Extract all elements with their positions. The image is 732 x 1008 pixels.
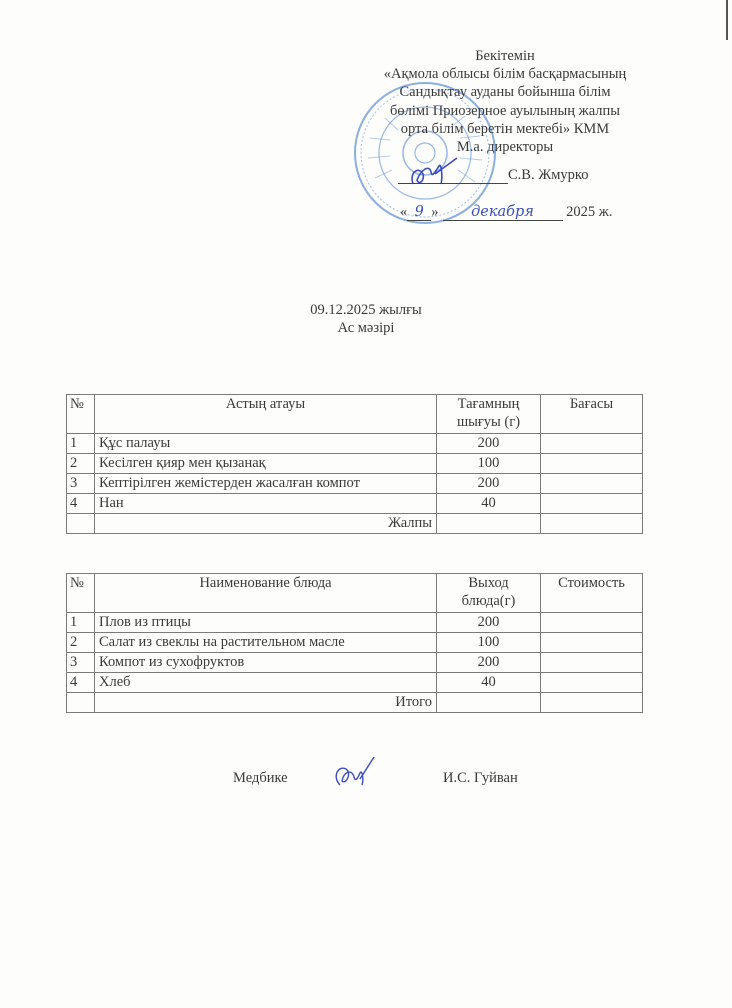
approval-line: орта білім беретін мектебі» КММ [400, 120, 610, 137]
total-weight [437, 514, 541, 534]
nurse-signature [330, 755, 380, 795]
approval-line: бөлімі Приозерное ауылының жалпы [390, 102, 620, 119]
row-weight: 100 [437, 454, 541, 474]
header-dish: Астың атауы [95, 395, 437, 434]
table-row [67, 653, 643, 673]
quote-open: « [400, 204, 408, 220]
header-weight: Тағамның шығуы (г) [437, 395, 541, 434]
total-weight [437, 693, 541, 713]
header-number: № [67, 574, 95, 613]
table-header-row [67, 574, 643, 613]
date-day: 9 [407, 204, 431, 221]
row-price [541, 494, 643, 514]
row-weight: 200 [437, 653, 541, 673]
nurse-role: Медбике [233, 770, 288, 786]
row-price [541, 653, 643, 673]
row-price [541, 613, 643, 633]
table-row [67, 633, 643, 653]
row-weight: 40 [437, 673, 541, 693]
row-number: 2 [67, 633, 95, 653]
row-weight: 200 [437, 474, 541, 494]
row-price [541, 434, 643, 454]
row-number: 2 [67, 454, 95, 474]
menu-title-block [0, 301, 732, 337]
row-dish: Салат из свеклы на растительном масле [95, 633, 437, 653]
menu-table-russian [66, 573, 643, 713]
approval-block [350, 47, 660, 156]
header-price: Стоимость [541, 574, 643, 613]
date-month: декабря [443, 204, 563, 221]
total-price [541, 514, 643, 534]
menu-date: 09.12.2025 жылғы [310, 302, 422, 318]
row-dish: Құс палауы [95, 434, 437, 454]
row-dish: Плов из птицы [95, 613, 437, 633]
row-number: 1 [67, 613, 95, 633]
table-row [67, 673, 643, 693]
row-dish: Кептірілген жемістерден жасалған компот [95, 474, 437, 494]
row-weight: 200 [437, 434, 541, 454]
row-number: 3 [67, 474, 95, 494]
row-weight: 40 [437, 494, 541, 514]
table-row [67, 474, 643, 494]
table-row [67, 613, 643, 633]
total-label: Жалпы [95, 514, 437, 534]
scan-edge-line [726, 0, 728, 40]
menu-table-kazakh [66, 394, 643, 534]
total-empty [67, 514, 95, 534]
nurse-name: И.С. Гуйван [443, 770, 518, 786]
signature-blank [398, 169, 508, 184]
row-price [541, 474, 643, 494]
row-weight: 100 [437, 633, 541, 653]
approval-date [400, 204, 612, 221]
approval-line: Сандықтау ауданы бойынша білім [399, 84, 611, 101]
total-empty [67, 693, 95, 713]
approval-line: М.а. директоры [456, 139, 554, 156]
director-sign-line [398, 167, 628, 184]
total-label: Итого [95, 693, 437, 713]
row-price [541, 673, 643, 693]
header-price: Бағасы [541, 395, 643, 434]
row-dish: Хлеб [95, 673, 437, 693]
table-row [67, 494, 643, 514]
row-price [541, 633, 643, 653]
header-dish: Наименование блюда [95, 574, 437, 613]
approval-line: «Ақмола облысы білім басқармасының [383, 66, 627, 83]
row-dish: Компот из сухофруктов [95, 653, 437, 673]
total-price [541, 693, 643, 713]
director-name: С.В. Жмурко [508, 167, 589, 183]
row-number: 4 [67, 494, 95, 514]
approval-heading: Бекітемін [475, 48, 535, 64]
table-row [67, 454, 643, 474]
menu-title: Ас мәзірі [337, 320, 395, 336]
table-header-row [67, 395, 643, 434]
row-dish: Нан [95, 494, 437, 514]
row-dish: Кесілген қияр мен қызанақ [95, 454, 437, 474]
row-number: 4 [67, 673, 95, 693]
header-weight: Выход блюда(г) [437, 574, 541, 613]
date-year: 2025 ж. [566, 204, 613, 220]
quote-close: » [431, 204, 439, 220]
table-total-row [67, 693, 643, 713]
row-weight: 200 [437, 613, 541, 633]
header-number: № [67, 395, 95, 434]
row-number: 1 [67, 434, 95, 454]
row-price [541, 454, 643, 474]
table-row [67, 434, 643, 454]
table-total-row [67, 514, 643, 534]
row-number: 3 [67, 653, 95, 673]
